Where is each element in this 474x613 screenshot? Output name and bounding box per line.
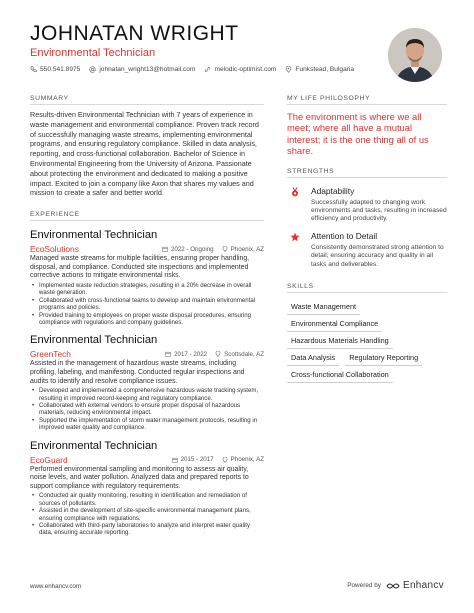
job-bullets [30, 492, 264, 536]
contact-row [30, 66, 370, 73]
contact-phone[interactable] [30, 66, 80, 73]
summary-heading: SUMMARY [30, 95, 264, 105]
job-bullets [30, 387, 264, 431]
job-entry [30, 440, 264, 537]
job-bullet: • Conducted air quality monitoring, resulting in identification and remediation of sources of pollutants. [30, 492, 264, 507]
job-title: Environmental Technician [30, 229, 158, 242]
experience-heading: EXPERIENCE [30, 211, 264, 221]
job-description: Performed environmental sampling and monitoring to assess air quality, noise levels, and water pollution. Analyzed data and prepared reports to support compliance with regulatory requirements. [30, 465, 249, 490]
job-meta [30, 244, 264, 254]
right-column [287, 95, 447, 383]
skills-list [287, 298, 447, 383]
job-location: Phoenix, AZ [230, 456, 264, 464]
skill-tag: Regulatory Reporting [345, 349, 422, 366]
footer-website[interactable]: www.enhancv.com [30, 583, 82, 590]
job-meta [30, 349, 264, 359]
job-title: Environmental Technician [30, 334, 158, 347]
philosophy-text: The environment is where we all meet; where all have a mutual interest; it is the one thing all of us share. [287, 111, 429, 157]
brand-name: Enhancv [402, 580, 444, 591]
star-icon [290, 232, 300, 242]
summary-text: Results-driven Environmental Technician with 7 years of experience in waste management and environmental compliance. Proven track record of successfully managing waste streams, implementing environmental programs, and ensuring regulatory compliance. Skilled in data analysis, reporting, and cross-functional collaboration. Bachelor of Science in Environmental Engineering from the University of Arizona. Passionate about protecting the environment and dedicated to making a positive impact. Excited to join a company like Axon that shares my values and mission to create a safer and better world. [30, 110, 259, 198]
powered-by-text: Powered by [347, 582, 381, 589]
location-pin-icon [222, 457, 228, 463]
skill-tag: Data Analysis [287, 349, 339, 366]
website-text: melodic-optimist.com [214, 66, 277, 73]
strength-description: Consistently demonstrated strong attention to detail, ensuring accuracy and quality in all tasks and deliverables. [311, 244, 444, 268]
contact-location [285, 66, 354, 73]
strengths-heading: STRENGTHS [287, 168, 447, 178]
job-location: Phoenix, AZ [230, 245, 264, 253]
skill-tag: Cross-functional Collaboration [287, 366, 393, 383]
job-entry [30, 229, 264, 326]
strength-item [287, 186, 447, 224]
job-bullet: • Implemented waste reduction strategies, resulting in a 20% decrease in overall waste generation. [30, 282, 264, 297]
contact-email[interactable] [89, 66, 195, 73]
job-location: Scottsdale, AZ [224, 350, 264, 358]
candidate-name: JOHNATAN WRIGHT [30, 22, 239, 45]
footer-branding [347, 580, 444, 591]
job-bullet: • Collaborated with third-party laboratories to analyze and interpret water quality data, ensuring accurate reporting. [30, 522, 264, 537]
phone-icon [30, 66, 37, 73]
location-text: Funkstead, Bulgaria [295, 66, 355, 73]
skill-tag: Hazardous Materials Handling [287, 332, 393, 349]
location-pin-icon [285, 66, 292, 73]
skills-heading: SKILLS [287, 283, 447, 293]
left-column [30, 95, 264, 537]
brand-logo[interactable] [386, 580, 444, 591]
company-name: GreenTech [30, 349, 71, 360]
company-name: EcoSolutions [30, 244, 79, 255]
skill-tag: Waste Management [287, 298, 360, 315]
strength-title: Attention to Detail [311, 231, 378, 242]
philosophy-heading: MY LIFE PHILOSOPHY [287, 95, 447, 105]
profile-photo [388, 28, 442, 82]
job-bullets [30, 282, 264, 326]
at-icon [89, 66, 96, 73]
philosophy-section [287, 95, 447, 157]
email-text: johnatan_wright13@hotmail.com [99, 66, 196, 73]
phone-text: 550.541.8975 [40, 66, 81, 73]
job-dates: 2017 - 2022 [174, 350, 208, 358]
summary-section [30, 95, 264, 198]
job-title: Environmental Technician [30, 439, 158, 452]
resume-header [30, 22, 370, 73]
job-bullet: • Collaborated with cross-functional teams to develop and maintain environmental programs and policies. [30, 297, 264, 312]
job-bullet: • Developed and implemented a comprehensive hazardous waste tracking system, resulting in improved record-keeping and regulatory compliance. [30, 387, 264, 402]
location-pin-icon [222, 246, 228, 252]
skills-section [287, 283, 447, 383]
experience-section [30, 211, 264, 537]
job-bullet: • Collaborated with external vendors to ensure proper disposal of hazardous materials, reducing environmental impact. [30, 402, 264, 417]
strength-item [287, 231, 447, 269]
skill-tag: Environmental Compliance [287, 315, 382, 332]
calendar-icon [162, 246, 168, 252]
job-dates: 2015 - 2017 [180, 456, 214, 464]
strength-description: Successfully adapted to changing work environments and tasks, resulting in increased efficiency and productivity. [311, 198, 447, 223]
job-description: Assisted in the management of hazardous waste streams, including profiling, labeling, and manifesting. Conducted regular inspections and audits to identify and resolve compliance issues. [30, 360, 245, 385]
calendar-icon [172, 457, 178, 463]
job-bullet: • Provided training to employees on proper waste disposal procedures, ensuring compliance with regulations and company guidelines. [30, 312, 264, 327]
candidate-role: Environmental Technician [30, 47, 156, 59]
company-name: EcoGuard [30, 454, 68, 465]
calendar-icon [165, 351, 171, 357]
strength-title: Adaptability [311, 185, 355, 196]
link-icon [204, 66, 211, 73]
job-entry [30, 334, 264, 431]
location-pin-icon [215, 351, 221, 357]
job-description: Managed waste streams for multiple facilities, ensuring proper handling, disposal, and compliance. Conducted site inspections and implemented corrective actions to mitigate environmental risks. [30, 255, 250, 280]
job-meta [30, 455, 264, 465]
contact-website[interactable] [204, 66, 276, 73]
job-dates: 2022 - Ongoing [170, 245, 214, 253]
strengths-section [287, 168, 447, 269]
job-bullet: • Assisted in the development of site-specific environmental management plans, ensuring compliance with regulations. [30, 507, 264, 522]
job-bullet: • Supported the implementation of storm water management protocols, resulting in improved water quality and compliance. [30, 417, 264, 432]
medal-icon [290, 187, 300, 197]
enhancv-logo-icon [386, 582, 400, 590]
